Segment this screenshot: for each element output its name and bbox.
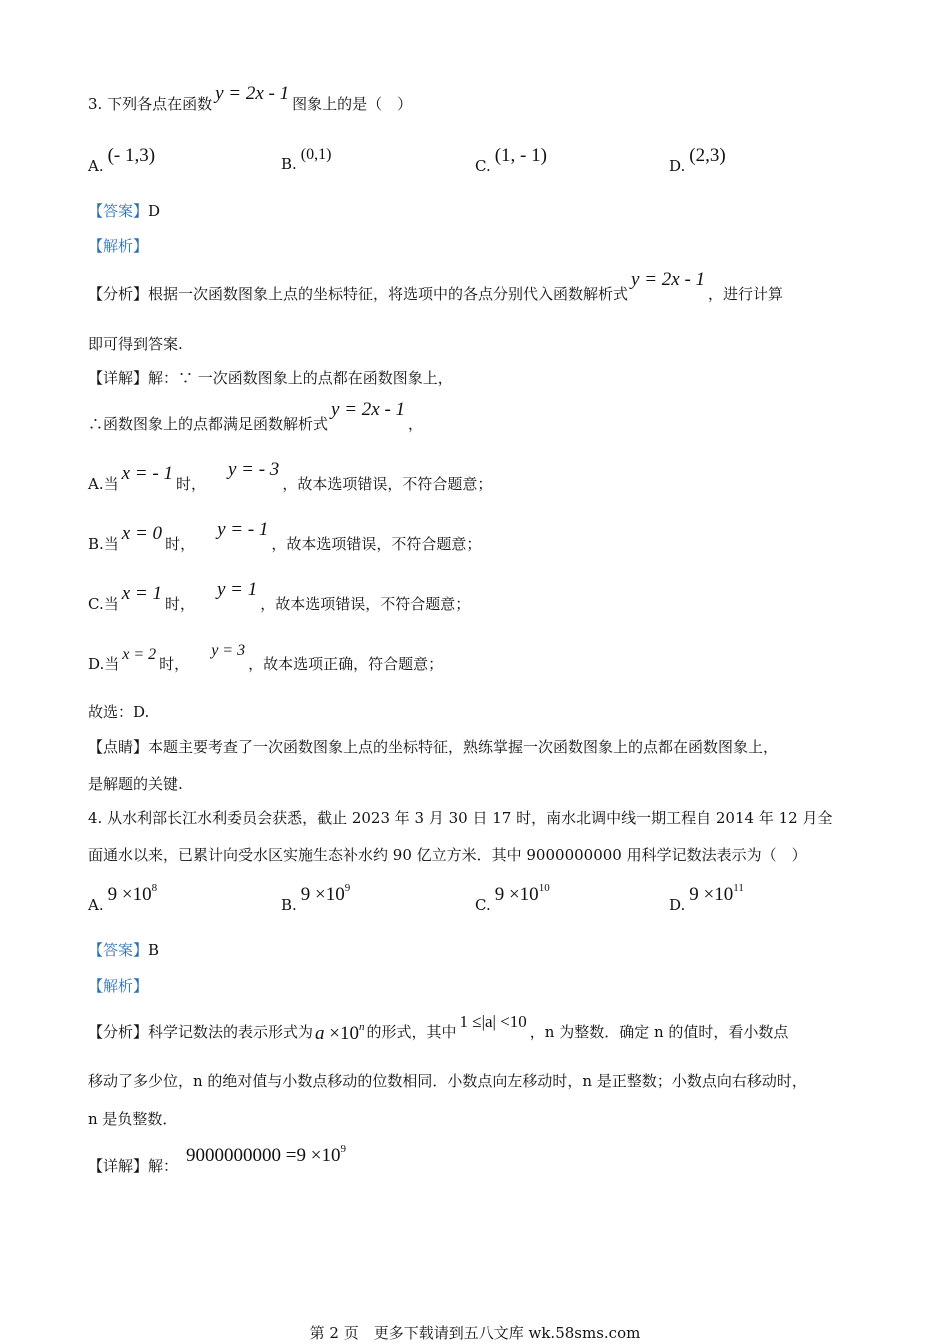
q4-stem-line2: 面通水以来，已累计向受水区实施生态补水约 90 亿立方米．其中 9000000000 用科学记数法表示为（ ） — [88, 846, 807, 864]
q3-detail-line1: 【详解】解：∵ 一次函数图象上的点都在函数图象上， — [88, 369, 453, 387]
q3-option-d-value: (2,3) — [689, 145, 726, 166]
q3-detail-line2: ∴函数图象上的点都满足函数解析式y = 2x - 1， — [88, 399, 424, 433]
q3-option-a-value: (- 1,3) — [107, 145, 156, 166]
q4-fenxi-inequality: 1 ≤|a| <10 — [459, 1012, 527, 1031]
q3-detail-math: y = 2x - 1 — [331, 399, 406, 420]
q4-fenxi-line3: n 是负整数． — [88, 1110, 178, 1128]
q3-case-d: D.当x = 2时，y = 3，故本选项正确，符合题意； — [88, 642, 444, 673]
q4-option-c: C. $9 \times 10^{10}$ — [475, 882, 550, 914]
q4-detail-math: $9000000000 =9 \times 10^9$ — [186, 1143, 346, 1166]
q3-function: y = 2x - 1 — [215, 83, 290, 104]
page-footer: 第 2 页 更多下载请到五八文库 wk.58sms.com — [309, 1324, 641, 1342]
q3-fenxi: 【分析】根据一次函数图象上点的坐标特征，将选项中的各点分别代入函数解析式y = 2x - 1，进行计算 — [88, 269, 784, 303]
q4-fenxi-line2: 移动了多少位，n 的绝对值与小数点移动的位数相同．小数点向左移动时，n 是正整数；小数点向右移动时， — [88, 1072, 807, 1090]
q4-detail: 【详解】解： $9000000000 =9 \times 10^9$ — [88, 1143, 346, 1175]
q3-option-b-value: (0,1) — [300, 146, 332, 163]
q3-option-a: A. (- 1,3) — [88, 145, 156, 175]
q3-fenxi-line2: 即可得到答案. — [88, 335, 183, 353]
q4-fenxi-formula: $a \times 10^n$ — [315, 1021, 365, 1044]
q4-option-b-value: $9 \times 10^9$ — [300, 882, 351, 905]
q4-option-a-value: $9 \times 10^8$ — [107, 882, 158, 905]
answer-tag: 【答案】 — [88, 202, 149, 220]
q4-stem-line1: 4. 从水利部长江水利委员会获悉，截止 2023 年 3 月 30 日 17 时，南水北调中线一期工程自 2014 年 12 月全 — [88, 809, 833, 827]
q3-option-c: C. (1, - 1) — [475, 145, 547, 175]
q4-option-d-value: $9 \times 10^{11}$ — [689, 882, 744, 905]
q3-fenxi-math: y = 2x - 1 — [631, 269, 706, 290]
q3-dianjing-line2: 是解题的关键. — [88, 775, 183, 793]
q3-dianjing-line1: 【点睛】本题主要考查了一次函数图象上点的坐标特征，熟练掌握一次函数图象上的点都在函数图象上， — [88, 738, 779, 756]
q3-case-a: A.当 x = - 1 时，y = - 3，故本选项错误，不符合题意； — [88, 459, 493, 493]
q3-stem-before: 3. 下列各点在函数 — [88, 95, 213, 113]
answer-value: D — [148, 202, 161, 220]
q3-answer — [88, 201, 160, 221]
q4-option-d: D. $9 \times 10^{11}$ — [669, 882, 744, 914]
q3-stem-after: 图象上的是（ ） — [292, 95, 413, 113]
q3-option-b: B.(0,1) — [281, 146, 332, 173]
q4-option-a: A. $9 \times 10^8$ — [88, 882, 158, 914]
q4-fenxi-line1: 【分析】科学记数法的表示形式为 $a \times 10^n$ 的形式，其中1 ≤|a| <10，n 为整数．确定 n 的值时，看小数点 — [88, 1012, 789, 1044]
q3-stem — [88, 83, 413, 114]
q3-option-d: D. (2,3) — [669, 145, 726, 175]
q3-case-b: B.当 x = 0 时，y = - 1，故本选项错误，不符合题意； — [88, 519, 482, 553]
answer-value: B — [148, 941, 160, 959]
answer-tag: 【答案】 — [88, 941, 149, 959]
q3-option-c-value: (1, - 1) — [494, 145, 547, 166]
q4-option-b: B. $9 \times 10^9$ — [281, 882, 351, 914]
q4-answer — [88, 940, 159, 960]
q4-option-c-value: $9 \times 10^{10}$ — [494, 882, 550, 905]
q3-conclusion: 故选：D. — [88, 703, 150, 721]
q3-analysis-label: 【解析】 — [88, 237, 149, 255]
q3-case-c: C.当 x = 1 时，y = 1，故本选项错误，不符合题意； — [88, 579, 471, 613]
q4-analysis-label: 【解析】 — [88, 977, 149, 995]
